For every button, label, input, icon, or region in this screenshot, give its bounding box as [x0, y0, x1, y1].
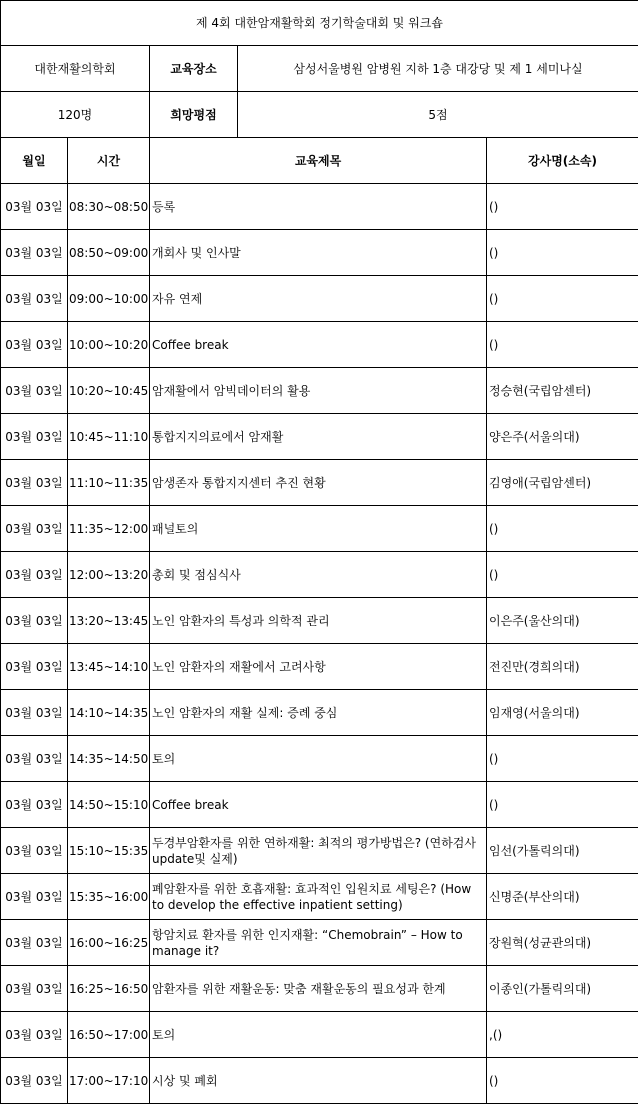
organizer: 대한재활의학회 — [1, 46, 150, 92]
row-date: 03월 03일 — [1, 276, 68, 322]
row-lecturer: 이은주(울산의대) — [487, 598, 638, 644]
row-time: 17:00~17:10 — [68, 1058, 150, 1104]
row-lecturer: () — [487, 736, 638, 782]
row-lecturer: () — [487, 276, 638, 322]
table-row — [1, 644, 638, 690]
table-row — [1, 782, 638, 828]
row-lecturer: () — [487, 552, 638, 598]
table-row — [1, 690, 638, 736]
row-time: 14:35~14:50 — [68, 736, 150, 782]
row-topic: 개회사 및 인사말 — [150, 230, 487, 276]
row-time: 16:25~16:50 — [68, 966, 150, 1012]
table-row — [1, 1058, 638, 1104]
table-row — [1, 966, 638, 1012]
row-time: 09:00~10:00 — [68, 276, 150, 322]
row-time: 10:45~11:10 — [68, 414, 150, 460]
row-topic: 통합지지의료에서 암재활 — [150, 414, 487, 460]
row-time: 11:35~12:00 — [68, 506, 150, 552]
row-lecturer: 양은주(서울의대) — [487, 414, 638, 460]
row-topic: 노인 암환자의 재활에서 고려사항 — [150, 644, 487, 690]
row-date: 03월 03일 — [1, 322, 68, 368]
row-date: 03월 03일 — [1, 1012, 68, 1058]
row-date: 03월 03일 — [1, 874, 68, 920]
event-title: 제 4회 대한암재활학회 정기학술대회 및 워크숍 — [1, 1, 638, 46]
table-row — [1, 276, 638, 322]
row-lecturer: 임재영(서울의대) — [487, 690, 638, 736]
row-time: 13:45~14:10 — [68, 644, 150, 690]
row-lecturer: () — [487, 782, 638, 828]
row-topic: 총회 및 점심식사 — [150, 552, 487, 598]
header-date: 월일 — [1, 138, 68, 184]
row-topic: 항암치료 환자를 위한 인지재활: “Chemobrain” – How to manage it? — [150, 920, 487, 966]
table-row — [1, 552, 638, 598]
row-topic: 두경부암환자를 위한 연하재활: 최적의 평가방법은? (연하검사update및 실제) — [150, 828, 487, 874]
table-row — [1, 460, 638, 506]
row-time: 08:30~08:50 — [68, 184, 150, 230]
row-lecturer: 신명준(부산의대) — [487, 874, 638, 920]
row-topic: 폐암환자를 위한 호흡재활: 효과적인 입원치료 세팅은? (How to develop the effective inpatient setting) — [150, 874, 487, 920]
row-date: 03월 03일 — [1, 460, 68, 506]
row-date: 03월 03일 — [1, 920, 68, 966]
table-row — [1, 874, 638, 920]
row-date: 03월 03일 — [1, 966, 68, 1012]
row-time: 13:20~13:45 — [68, 598, 150, 644]
table-row — [1, 1012, 638, 1058]
row-time: 11:10~11:35 — [68, 460, 150, 506]
row-lecturer: () — [487, 1058, 638, 1104]
row-date: 03월 03일 — [1, 736, 68, 782]
venue-value: 삼성서울병원 암병원 지하 1층 대강당 및 제 1 세미나실 — [238, 46, 638, 92]
table-row — [1, 414, 638, 460]
header-time: 시간 — [68, 138, 150, 184]
row-time: 10:00~10:20 — [68, 322, 150, 368]
table-row — [1, 736, 638, 782]
venue-label: 교육장소 — [150, 46, 238, 92]
header-lecturer: 강사명(소속) — [487, 138, 638, 184]
header-topic: 교육제목 — [150, 138, 487, 184]
row-date: 03월 03일 — [1, 414, 68, 460]
row-topic: 암재활에서 암빅데이터의 활용 — [150, 368, 487, 414]
row-date: 03월 03일 — [1, 644, 68, 690]
table-row — [1, 828, 638, 874]
row-time: 15:10~15:35 — [68, 828, 150, 874]
row-topic: 노인 암환자의 재활 실제: 증례 중심 — [150, 690, 487, 736]
row-lecturer: 정승현(국립암센터) — [487, 368, 638, 414]
row-lecturer: 전진만(경희의대) — [487, 644, 638, 690]
table-row — [1, 368, 638, 414]
row-lecturer: 김영애(국립암센터) — [487, 460, 638, 506]
row-time: 16:00~16:25 — [68, 920, 150, 966]
row-time: 14:10~14:35 — [68, 690, 150, 736]
row-date: 03월 03일 — [1, 1058, 68, 1104]
row-date: 03월 03일 — [1, 184, 68, 230]
row-topic: 암생존자 통합지지센터 추진 현황 — [150, 460, 487, 506]
row-time: 08:50~09:00 — [68, 230, 150, 276]
row-topic: Coffee break — [150, 322, 487, 368]
row-lecturer: 장원혁(성균관의대) — [487, 920, 638, 966]
row-date: 03월 03일 — [1, 368, 68, 414]
row-date: 03월 03일 — [1, 552, 68, 598]
capacity: 120명 — [1, 92, 150, 138]
row-time: 12:00~13:20 — [68, 552, 150, 598]
table-row — [1, 322, 638, 368]
row-lecturer: () — [487, 322, 638, 368]
row-time: 10:20~10:45 — [68, 368, 150, 414]
row-topic: 토의 — [150, 1012, 487, 1058]
row-date: 03월 03일 — [1, 828, 68, 874]
row-lecturer: ,() — [487, 1012, 638, 1058]
table-row — [1, 598, 638, 644]
row-time: 15:35~16:00 — [68, 874, 150, 920]
row-topic: 노인 암환자의 특성과 의학적 관리 — [150, 598, 487, 644]
score-label: 희망평점 — [150, 92, 238, 138]
row-lecturer: () — [487, 184, 638, 230]
row-date: 03월 03일 — [1, 230, 68, 276]
row-date: 03월 03일 — [1, 690, 68, 736]
row-topic: 암환자를 위한 재활운동: 맞춤 재활운동의 필요성과 한계 — [150, 966, 487, 1012]
table-row — [1, 230, 638, 276]
table-row — [1, 506, 638, 552]
table-row — [1, 184, 638, 230]
row-topic: 패널토의 — [150, 506, 487, 552]
row-date: 03월 03일 — [1, 506, 68, 552]
row-topic: 시상 및 폐회 — [150, 1058, 487, 1104]
row-lecturer: 이종인(가톨릭의대) — [487, 966, 638, 1012]
row-lecturer: () — [487, 230, 638, 276]
row-topic: 토의 — [150, 736, 487, 782]
row-lecturer: 임선(가톨릭의대) — [487, 828, 638, 874]
score-value: 5점 — [238, 92, 638, 138]
row-topic: 등록 — [150, 184, 487, 230]
row-topic: Coffee break — [150, 782, 487, 828]
table-row — [1, 920, 638, 966]
row-time: 14:50~15:10 — [68, 782, 150, 828]
row-date: 03월 03일 — [1, 598, 68, 644]
row-topic: 자유 연제 — [150, 276, 487, 322]
row-date: 03월 03일 — [1, 782, 68, 828]
row-time: 16:50~17:00 — [68, 1012, 150, 1058]
row-lecturer: () — [487, 506, 638, 552]
